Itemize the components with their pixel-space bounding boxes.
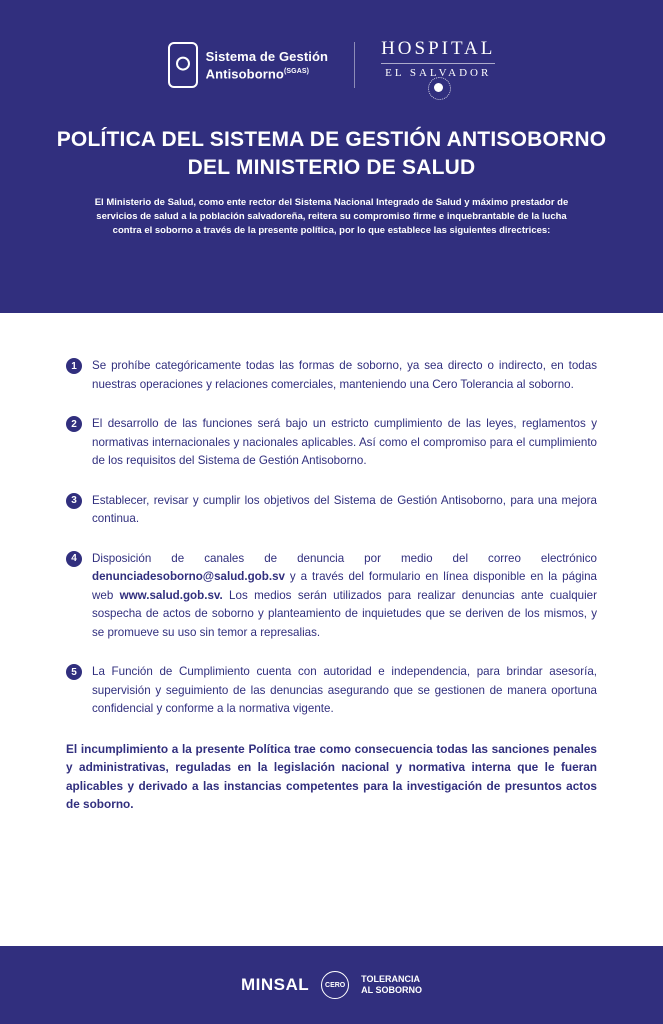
directives-list — [0, 313, 663, 946]
sgas-logo — [168, 42, 328, 88]
logo-divider — [354, 42, 355, 88]
cero-badge-icon: CERO — [321, 971, 349, 999]
list-item — [66, 415, 597, 471]
report-email-link[interactable]: denunciadesoborno@salud.gob.sv — [92, 570, 285, 583]
minsal-logo-text: MINSAL — [240, 975, 310, 994]
item-number-badge: 4 — [66, 551, 82, 567]
intro-paragraph: El Ministerio de Salud, como ente rector del Sistema Nacional Integrado de Salud y máximo prestador de servicios de salud a la población salvadoreña, reitera su compromiso firme e inquebrantable de la lucha contra el soborno a través de la presente política, por lo que establece las siguientes directrices: — [94, 197, 569, 236]
item-text-part1: Disposición de canales de denuncia por medio del correo electrónico — [92, 551, 597, 565]
list-item — [66, 492, 597, 529]
logo-row — [0, 0, 663, 92]
sgas-mark-icon — [168, 42, 198, 88]
list-item — [66, 663, 597, 719]
hospital-logo-line1: HOSPITAL — [381, 38, 496, 59]
item-text: La Función de Cumplimiento cuenta con autoridad e independencia, para brindar asesoría, supervisión y seguimiento de las denuncias asegurando que se gestionen de manera oportuna confidencial y conforme a la normativa vigente. — [92, 665, 597, 715]
item-number-badge: 5 — [66, 664, 82, 680]
header-banner — [0, 0, 663, 313]
sgas-logo-line1: Sistema de Gestión — [205, 48, 329, 64]
page-title: POLÍTICA DEL SISTEMA DE GESTIÓN ANTISOBORNO DEL MINISTERIO DE SALUD — [56, 128, 607, 179]
list-item — [66, 550, 597, 643]
website-link[interactable]: www.salud.gob.sv. — [119, 588, 223, 602]
sgas-logo-line2-text: Antisoborno — [205, 66, 284, 82]
item-number-badge: 2 — [66, 416, 82, 432]
hospital-logo — [381, 38, 495, 92]
item-number-badge: 3 — [66, 493, 82, 509]
hospital-logo-line2: EL SALVADOR — [385, 67, 492, 79]
item-text: Establecer, revisar y cumplir los objetivos del Sistema de Gestión Antisoborno, para una mejora continua. — [92, 493, 597, 525]
item-text-part2: y a través del formulario en línea disponible en la página web — [92, 570, 597, 602]
footer-tagline-line2: AL SOBORNO — [361, 985, 422, 995]
hospital-sun-icon — [381, 83, 495, 92]
sgas-logo-acronym: (SGAS) — [283, 67, 310, 75]
closing-paragraph: El incumplimiento a la presente Política trae como consecuencia todas las sanciones penales y administrativas, reguladas en la legislación nacional y normativa interna que le fueran aplicables y derivado a las instancias competentes para la investigación de presuntos actos de soborno. — [66, 741, 597, 811]
sgas-logo-line2 — [206, 64, 328, 81]
footer-tagline-line1: TOLERANCIA — [361, 974, 420, 984]
footer-tagline — [361, 974, 422, 996]
hospital-logo-rule — [381, 63, 495, 64]
list-item — [66, 357, 597, 394]
sgas-logo-text — [206, 49, 328, 81]
item-text-part3: Los medios serán utilizados para realizar denuncias ante cualquier sospecha de actos de soborno y planteamiento de inquietudes que se deriven de los mismos, y se promueve su uso sin temor a represalias. — [92, 588, 597, 639]
item-text-with-contacts — [92, 550, 597, 643]
item-text: Se prohíbe categóricamente todas las formas de soborno, ya sea directo o indirecto, en todas nuestras operaciones y relaciones comerciales, manteniendo una Cero Tolerancia al soborno. — [92, 359, 597, 391]
item-text: El desarrollo de las funciones será bajo un estricto cumplimiento de las leyes, reglamentos y normativas internacionales y nacionales aplicables. Así como el compromiso para el cumplimiento de los requisitos del Sistema de Gestión Antisoborno. — [92, 417, 597, 467]
item-number-badge: 1 — [66, 358, 82, 374]
footer-banner — [0, 946, 663, 1024]
